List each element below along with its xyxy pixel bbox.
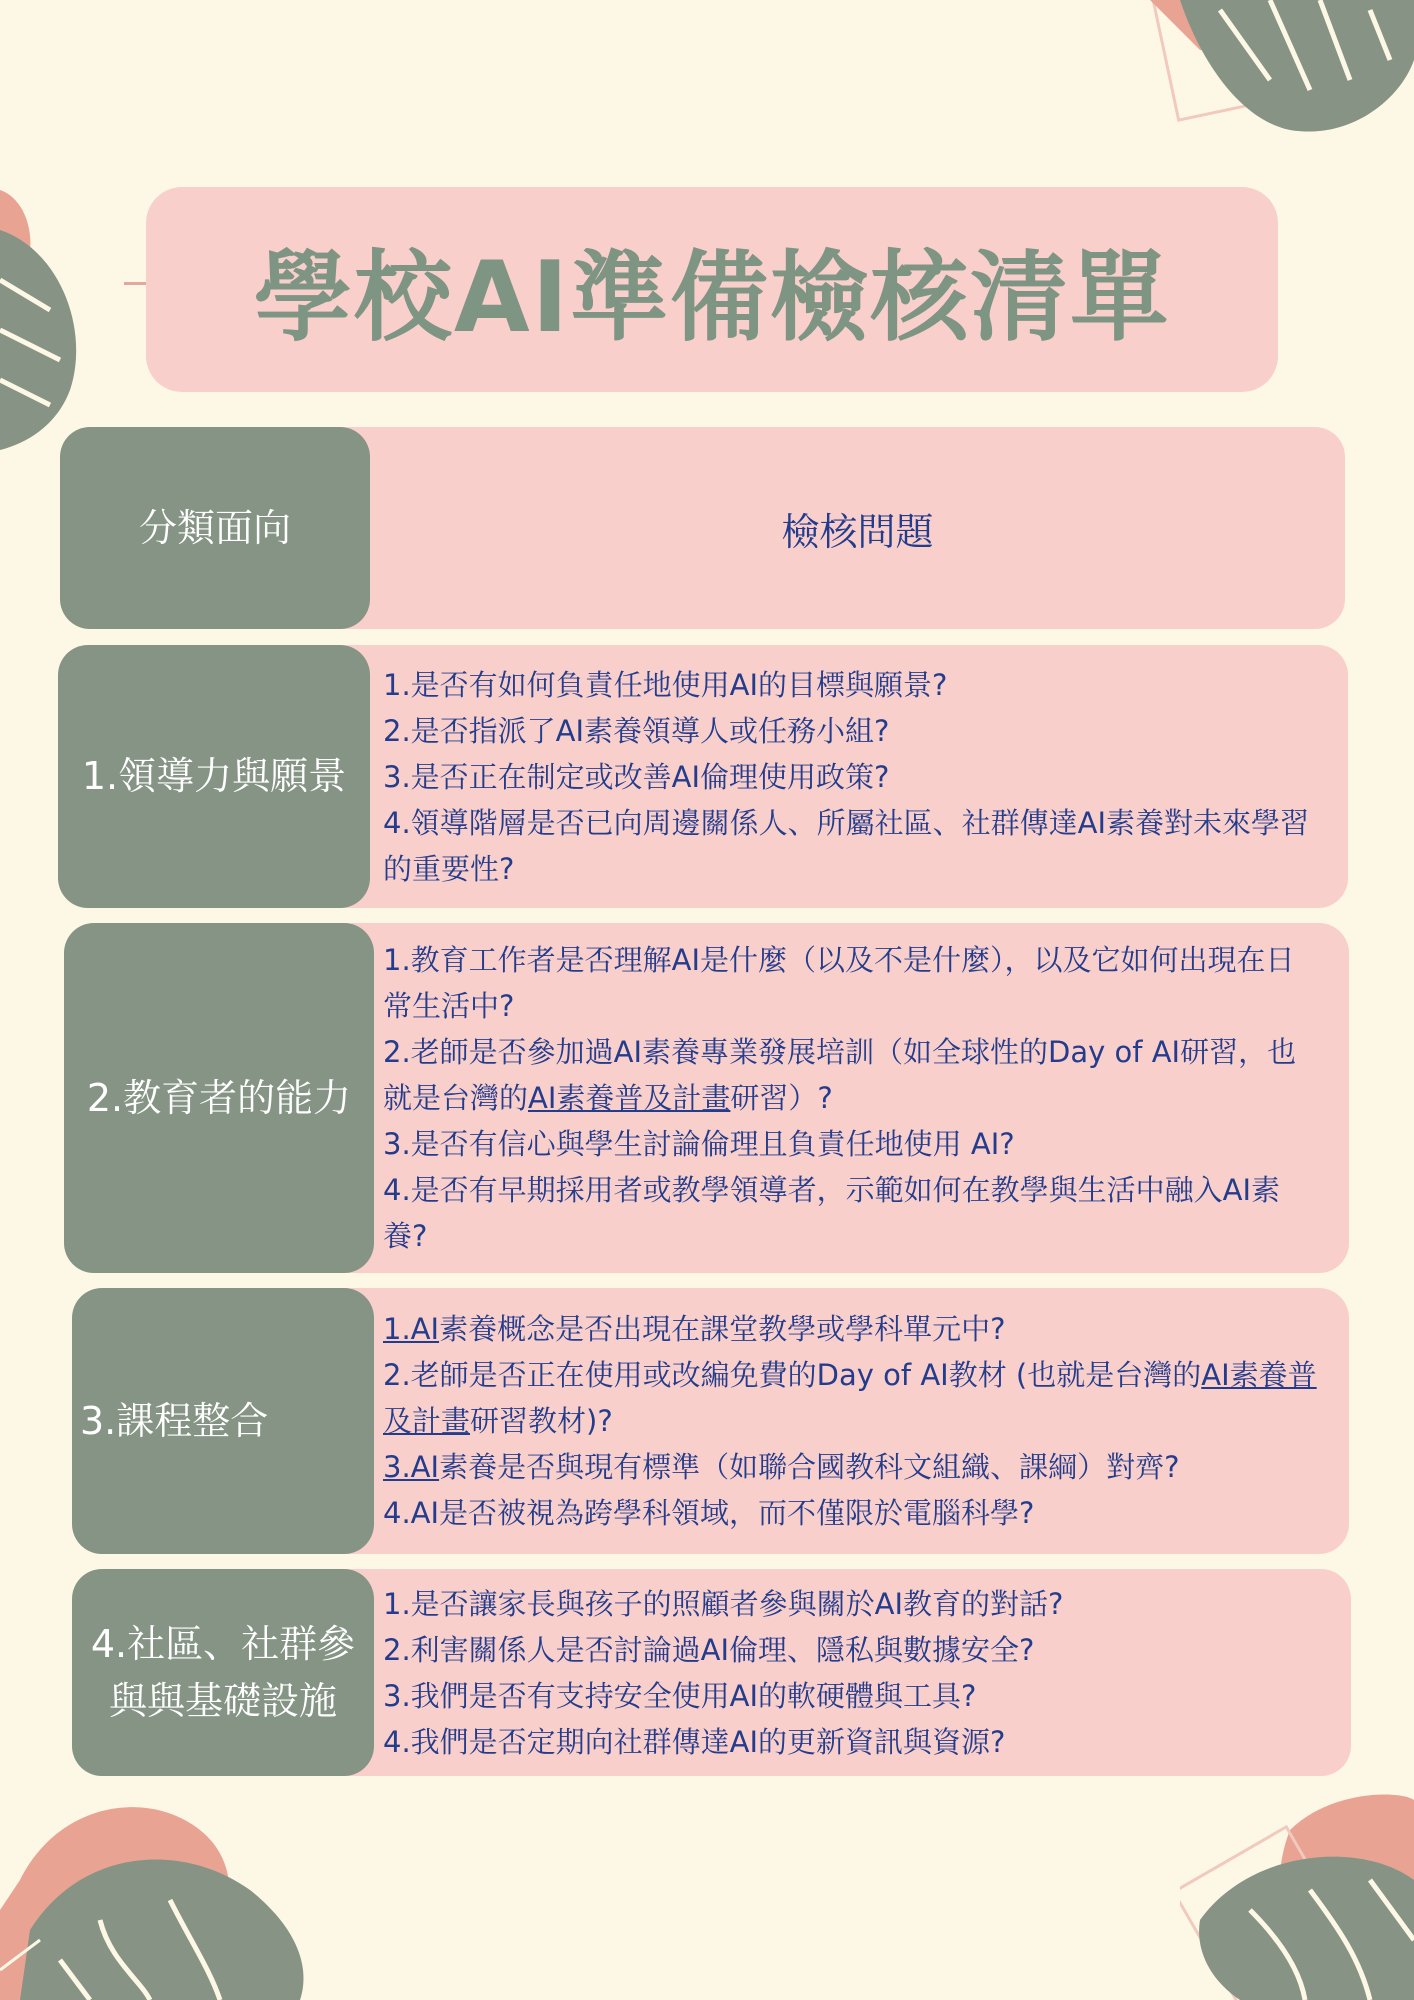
question-item: 1.是否有如何負責任地使用AI的目標與願景? <box>383 667 948 702</box>
question-text: 研習）? <box>730 1081 833 1115</box>
ai-literacy-program-link[interactable]: AI素養普及計畫 <box>528 1081 731 1115</box>
question-number-link[interactable]: 3.AI <box>383 1450 440 1484</box>
header-category-cell <box>60 427 370 629</box>
section-row-community-infrastructure <box>72 1569 1351 1776</box>
section-category-cell <box>72 1288 374 1554</box>
section-category-label-line2: 與與基礎設施 <box>108 1678 337 1723</box>
question-item <box>383 1444 1319 1490</box>
question-item: 4.領導階層是否已向周邊關係人、所屬社區、社群傳達AI素養對未來學習的重要性? <box>383 805 1310 886</box>
section-question-list <box>383 1569 1351 1776</box>
leaf-decoration-bottom-left-icon <box>0 1790 320 2000</box>
title-banner <box>146 187 1278 392</box>
question-item: 3.是否正在制定或改善AI倫理使用政策? <box>383 759 890 794</box>
question-item: 3.我們是否有支持安全使用AI的軟硬體與工具? <box>383 1678 977 1713</box>
question-item: 1.是否讓家長與孩子的照顧者參與關於AI教育的對話? <box>383 1586 1064 1621</box>
section-category-label: 1.領導力與願景 <box>81 754 347 798</box>
section-question-list <box>383 923 1349 1273</box>
leaf-decoration-top-right-icon <box>1120 0 1414 140</box>
section-category-label: 3.課程整合 <box>80 1398 269 1443</box>
section-category-label-line1: 4.社區、社群參 <box>90 1621 356 1666</box>
question-item: 3.是否有信心與學生討論倫理且負責任地使用 AI? <box>383 1127 1015 1161</box>
page-title: 學校AI準備檢核清單 <box>253 241 1171 355</box>
section-category-cell <box>72 1569 374 1776</box>
section-category-cell <box>64 923 374 1273</box>
section-row-curriculum-integration <box>72 1288 1349 1554</box>
section-row-educator-capability <box>64 923 1349 1273</box>
section-question-list <box>383 645 1348 908</box>
header-question-cell <box>370 427 1345 629</box>
question-item: 2.是否指派了AI素養領導人或任務小組? <box>383 713 890 748</box>
question-text: 2.老師是否參加過AI素養專業發展培訓（如全球性的Day of AI研習，也就是台灣的 <box>383 1035 1297 1115</box>
question-item: 4.是否有早期採用者或教學領導者，示範如何在教學與生活中融入AI素養? <box>383 1173 1281 1253</box>
leaf-decoration-bottom-right-icon <box>1180 1790 1414 2000</box>
question-item: 4.AI是否被視為跨學科領域，而不僅限於電腦科學? <box>383 1496 1035 1530</box>
question-number-link[interactable]: 1.AI <box>383 1312 440 1346</box>
question-item: 4.我們是否定期向社群傳達AI的更新資訊與資源? <box>383 1724 1006 1759</box>
ai-literacy-program-link[interactable]: AI素養普及計畫 <box>383 1358 1317 1438</box>
question-item: 1.教育工作者是否理解AI是什麼（以及不是什麼），以及它如何出現在日常生活中? <box>383 943 1295 1023</box>
question-item <box>383 1029 1319 1121</box>
section-category-label: 2.教育者的能力 <box>86 1075 352 1120</box>
question-text: 研習教材)? <box>470 1404 613 1438</box>
question-item <box>383 1306 1319 1352</box>
section-row-leadership <box>58 645 1348 908</box>
question-item: 2.利害關係人是否討論過AI倫理、隱私與數據安全? <box>383 1632 1035 1667</box>
header-category-label: 分類面向 <box>138 505 291 550</box>
question-text: 2.老師是否正在使用或改編免費的Day of AI教材 (也就是台灣的 <box>383 1358 1202 1392</box>
leaf-decoration-left-icon <box>0 190 90 450</box>
question-item <box>383 1352 1319 1444</box>
section-category-cell <box>58 645 370 908</box>
table-header-row <box>60 427 1345 629</box>
section-question-list <box>383 1288 1349 1554</box>
header-question-label: 檢核問題 <box>781 509 934 554</box>
question-text: 素養概念是否出現在課堂教學或學科單元中? <box>439 1312 1006 1346</box>
question-text: 素養是否與現有標準（如聯合國教科文組織、課綱）對齊? <box>439 1450 1180 1484</box>
